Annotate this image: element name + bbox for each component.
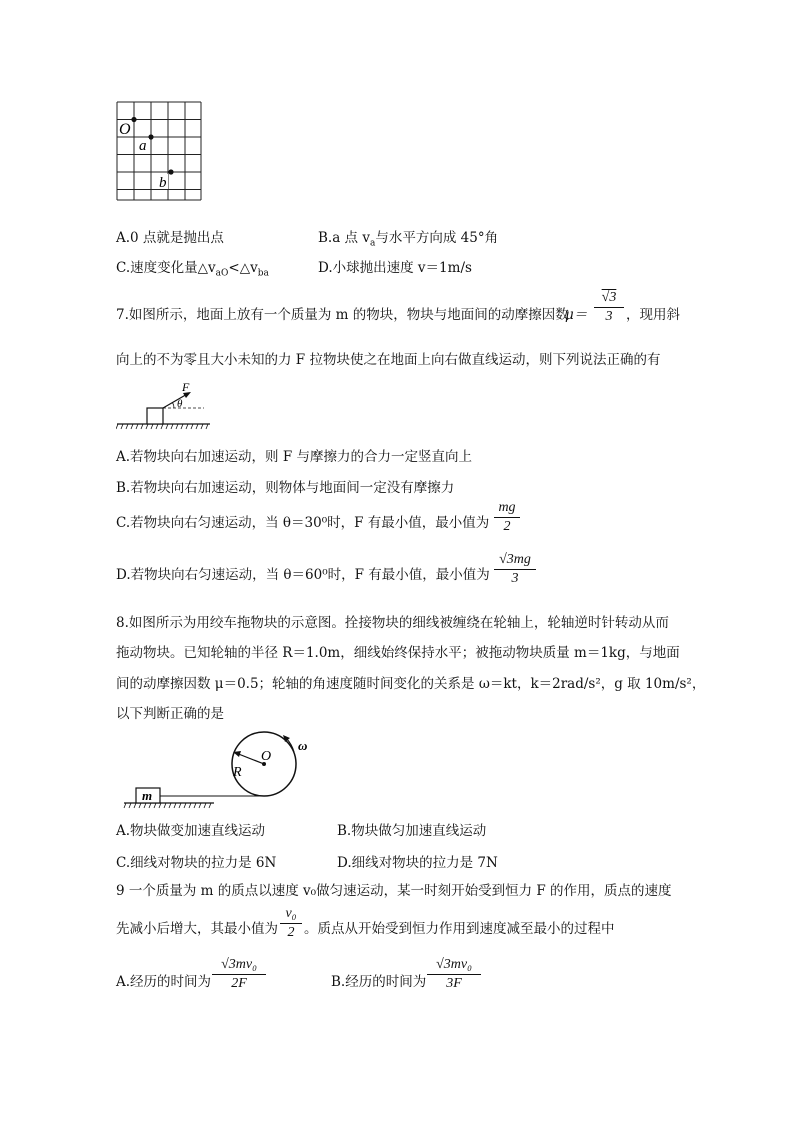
q9-option-b-fraction: √3mv₀ 3F <box>427 957 481 992</box>
q8-stem-line1: 8.如图所示为用绞车拖物块的示意图。拴接物块的细线被缠绕在轮轴上，轮轴逆时针转动从而 <box>116 615 669 631</box>
label-a: a <box>139 138 147 154</box>
q7-stem-line1: 7.如图所示，地面上放有一个质量为 m 的物块，物块与地面间的动摩擦因数 <box>116 307 569 323</box>
label-o: O <box>119 121 131 138</box>
q7-stem-line1-end: ，现用斜 <box>626 307 680 323</box>
q8-stem-line4: 以下判断正确的是 <box>116 706 224 722</box>
q8-option-a: A.物块做变加速直线运动 <box>116 823 266 839</box>
q7-option-c-fraction: mg 2 <box>494 500 520 535</box>
q9-stem-line1: 9 一个质量为 m 的质点以速度 v₀做匀速运动，某一时刻开始受到恒力 F 的作用，质点的速度 <box>116 883 672 899</box>
q7-mu-symbol: μ＝ <box>565 307 588 323</box>
q8-stem-line2: 拖动物块。已知轮轴的半径 R＝1.0m，细线始终保持水平；被拖动物块质量 m＝1kg，与地面 <box>116 645 680 661</box>
q8-option-b: B.物块做匀加速直线运动 <box>337 823 487 839</box>
q9-option-b: B.经历的时间为 <box>331 974 427 990</box>
label-r: R <box>233 765 242 780</box>
q6-option-a: A.0 点就是抛出点 <box>116 230 224 246</box>
q9-option-a-fraction: √3mv₀ 2F <box>212 957 266 992</box>
point-a <box>148 134 153 139</box>
label-m: m <box>142 788 153 803</box>
label-omega: ω <box>298 738 308 753</box>
q7-option-b: B.若物块向右加速运动，则物体与地面间一定没有摩擦力 <box>116 480 455 496</box>
q7-option-d-fraction: √3mg 3 <box>494 552 536 587</box>
block <box>147 408 163 424</box>
q9-stem-line2: 先减小后增大，其最小值为 <box>116 921 278 937</box>
q7-option-d: D.若物块向右匀速运动，当 θ＝60⁰时，F 有最小值，最小值为 <box>116 567 490 583</box>
q7-option-c: C.若物块向右匀速运动，当 θ＝30⁰时，F 有最小值，最小值为 <box>116 515 490 531</box>
point-b <box>168 169 173 174</box>
q6-option-b: B.a 点 $v_a$与水平方向成 45°角 <box>318 230 499 249</box>
q9-option-a: A.经历的时间为 <box>116 974 212 990</box>
q9-stem-line2-end: 。质点从开始受到恒力作用到速度减至最小的过程中 <box>304 921 615 937</box>
q8-stem-line3: 间的动摩擦因数 μ＝0.5；轮轴的角速度随时间变化的关系是 ω＝kt，k＝2rad/s²，g 取 10m/s²， <box>116 676 706 692</box>
q7-mu-fraction: √3 3 <box>594 290 624 325</box>
q7-stem-line2: 向上的不为零且大小未知的力 F 拉物块使之在地面上向右做直线运动，则下列说法正确的有 <box>116 352 661 368</box>
q7-force-figure <box>116 380 212 436</box>
point-o <box>131 117 136 122</box>
q6-grid-figure <box>116 101 202 201</box>
label-b: b <box>159 175 167 191</box>
label-theta: θ <box>177 398 183 410</box>
q8-option-c: C.细线对物块的拉力是 6N <box>116 855 277 871</box>
q6-option-d: D.小球抛出速度 v＝1m/s <box>318 260 472 276</box>
q7-option-a: A.若物块向右加速运动，则 F 与摩擦力的合力一定竖直向上 <box>116 449 472 465</box>
label-f: F <box>182 380 190 394</box>
q9-min-speed-fraction: v₀ 2 <box>280 906 302 941</box>
q8-winch-figure <box>122 730 322 816</box>
q8-option-d: D.细线对物块的拉力是 7N <box>337 855 498 871</box>
q6-option-c: C.速度变化量$\triangle v_{aO}<\triangle v_{ba}$ <box>116 260 269 279</box>
label-o: O <box>261 749 272 764</box>
